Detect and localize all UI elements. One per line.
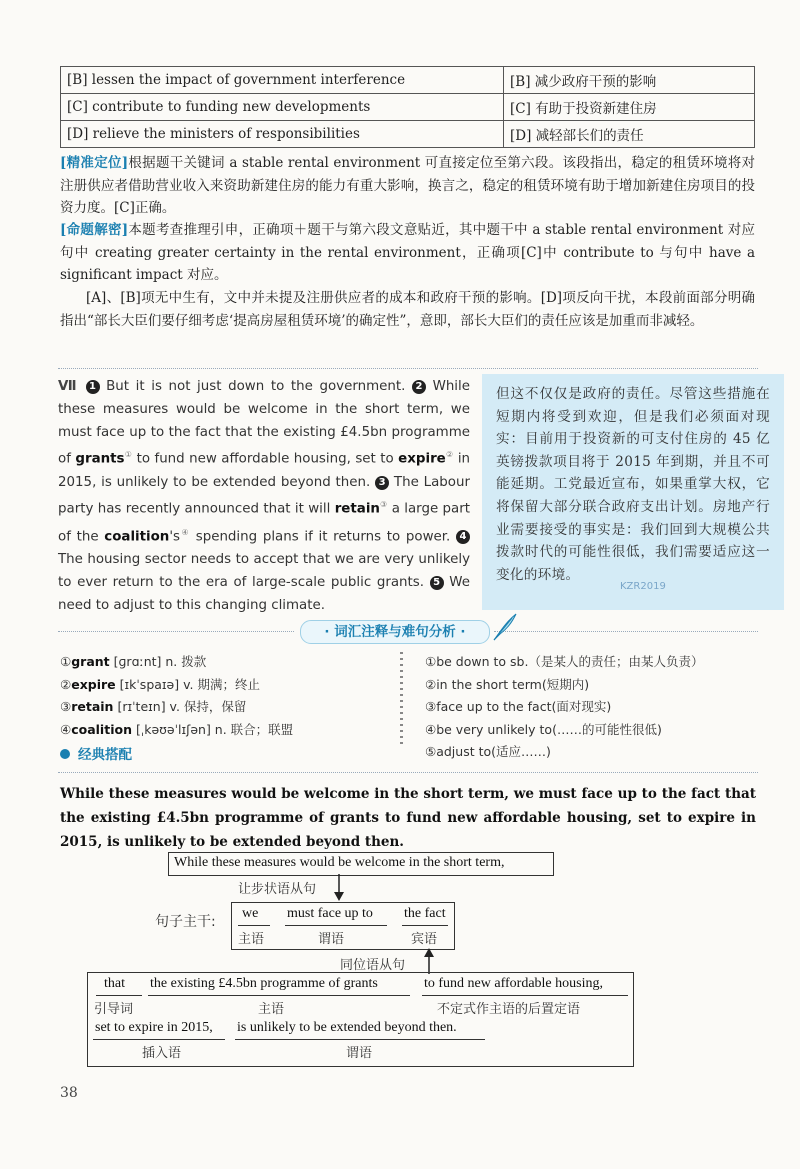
vocab-num: ③ xyxy=(60,699,72,714)
paragraph-numeral: Ⅶ xyxy=(58,379,79,394)
underline xyxy=(235,1039,485,1040)
clause-predicate: is unlikely to be extended beyond then. xyxy=(237,1020,457,1035)
translation-box xyxy=(482,374,784,610)
vocab-item xyxy=(60,651,390,674)
parenthetical-label: 插入语 xyxy=(142,1046,182,1061)
infinitive-phrase: to fund new affordable housing, xyxy=(424,976,603,991)
phrase-item: ②in the short term(短期内) xyxy=(425,676,590,692)
vocab-headword: grant xyxy=(71,654,110,669)
sentence-text: in 2015, is unlikely to be extended beyond then. xyxy=(58,451,471,490)
sentence-text: spending plans if it returns to power. xyxy=(195,529,451,545)
option-row xyxy=(61,67,755,94)
passage-paragraph xyxy=(58,376,470,617)
sentence-text: The Labour party has recently announced that it will xyxy=(58,474,470,517)
predicate-label: 谓语 xyxy=(318,932,345,947)
option-en: [D] relieve the ministers of responsibilities xyxy=(61,121,504,148)
sentence-number: 5 xyxy=(430,576,444,590)
subject: we xyxy=(242,906,259,921)
vocab-headword: coalition xyxy=(71,721,132,737)
underline xyxy=(285,925,387,926)
underline xyxy=(402,925,448,926)
footnote-mark: ① xyxy=(124,450,133,460)
analysis-text: 本题考查推理引申，正确项＋题干与第六段文意贴近，其中题干中 a stable rental environment 对应句中 creating greater certainty in the rental environment，正确项[C]中 contribute to 与句中 have a significant impact 对应。 xyxy=(60,222,755,283)
analysis-paragraph-1 xyxy=(60,152,755,220)
clause-predicate-label: 谓语 xyxy=(346,1046,373,1061)
divider xyxy=(58,772,758,773)
connector: that xyxy=(104,976,125,991)
vocab-definition: [ˌkəʊəˈlɪʃən] n. 联合；联盟 xyxy=(131,721,294,737)
underline xyxy=(148,995,410,996)
arrow-up-icon xyxy=(423,948,435,974)
appositive-label: 同位语从句 xyxy=(340,958,406,973)
adverbial-clause: While these measures would be welcome in the short term, xyxy=(174,855,505,870)
analysis-paragraph-2 xyxy=(60,219,755,287)
vocab-item xyxy=(60,719,390,742)
footnote-mark: ④ xyxy=(180,527,191,537)
sentence-text: But it is not just down to the government. xyxy=(106,379,406,394)
translation-text: 但这不仅仅是政府的责任。尽管这些措施在短期内将受到欢迎，但是我们必须面对现实：目前用于投资新的可支付住房的 45 亿英镑拨款项目将于 2015 年到期，并且不可能延期。工党最近宣布，如果重掌大权，它将保留大部分联合政府支出计划。房地产行业需要接受的事实是：我们回到大规模公共拨款时代的可能性很低，我们需要适应这一变化的环境。 xyxy=(496,386,770,583)
option-cn: [C] 有助于投资新建住房 xyxy=(504,94,755,121)
clause-label: 让步状语从句 xyxy=(238,882,317,897)
sentence-text: a large part of the xyxy=(58,501,470,545)
sentence-text: 's xyxy=(169,529,181,545)
analysis-label: [命题解密] xyxy=(60,222,129,238)
vocab-headword: expire xyxy=(71,676,116,692)
option-en: [C] contribute to funding new developments xyxy=(61,94,504,121)
main-structure-label: 句子主干: xyxy=(155,914,216,930)
vocab-heading: · 词汇注释与难句分析 · xyxy=(300,620,490,644)
option-row xyxy=(61,94,755,121)
vocab-item xyxy=(60,674,390,697)
divider xyxy=(58,368,758,369)
divider xyxy=(494,631,758,632)
vocab-num: ① xyxy=(60,654,72,669)
vocab-headword: retain xyxy=(71,699,114,714)
object: the fact xyxy=(404,906,446,921)
vocab-word: retain xyxy=(334,501,380,517)
subject-label: 主语 xyxy=(238,932,265,947)
page-number: 38 xyxy=(60,1085,78,1101)
connector-label: 引导词 xyxy=(94,1002,134,1017)
options-table xyxy=(60,66,755,148)
underline xyxy=(238,925,270,926)
classic-collocation-heading xyxy=(60,743,132,763)
vocab-definition: [ɪkˈspaɪə] v. 期满；终止 xyxy=(115,676,260,692)
vocab-definition: [rɪˈteɪn] v. 保持，保留 xyxy=(113,699,247,714)
clause-subject: the existing £4.5bn programme of grants xyxy=(150,976,378,991)
parenthetical: set to expire in 2015, xyxy=(95,1020,213,1035)
spiral-divider xyxy=(400,652,403,747)
vocab-word: coalition xyxy=(104,529,170,545)
vocab-word: expire xyxy=(398,451,446,467)
key-sentence: While these measures would be welcome in the short term, we must face up to the fact that the existing £4.5bn programme of grants to fund new affordable housing, set to expire in 2015, is unlikely to be extended beyond then. xyxy=(60,786,756,850)
bullet-icon xyxy=(60,749,70,759)
vocab-definition: [ɡrɑːnt] n. 拨款 xyxy=(109,654,207,669)
divider xyxy=(58,631,294,632)
sentence-text: The housing sector needs to accept that we are very unlikely to ever return to the era of large-scale public grants. xyxy=(58,551,470,590)
phrase-item: ①be down to sb.（是某人的责任；由某人负责） xyxy=(425,654,704,669)
phrase-item: ④be very unlikely to(……的可能性很低) xyxy=(425,721,662,737)
analysis-text: 根据题干关键词 a stable rental environment 可直接定位至第六段。该段指出，稳定的租赁环境将对注册供应者借助营业收入来资助新建住房的能力有重大影响，换言之，稳定的租赁环境有助于增加新建住房项目的投资力度。[C]正确。 xyxy=(60,155,755,216)
underline xyxy=(93,1039,225,1040)
underline xyxy=(422,995,628,996)
option-cn: [D] 减轻部长们的责任 xyxy=(504,121,755,148)
phrase-item: ⑤adjust to(适应……) xyxy=(425,744,551,759)
infinitive-label: 不定式作主语的后置定语 xyxy=(437,1002,581,1017)
sentence-number: 1 xyxy=(86,380,100,394)
sentence-number: 4 xyxy=(456,530,470,544)
clause-subject-label: 主语 xyxy=(258,1002,285,1017)
sentence-number: 2 xyxy=(412,380,426,394)
vocab-num: ② xyxy=(60,676,72,692)
option-row xyxy=(61,121,755,148)
object-label: 宾语 xyxy=(411,932,438,947)
option-cn: [B] 减少政府干预的影响 xyxy=(504,67,755,94)
arrow-down-icon xyxy=(333,874,345,902)
classic-label: 经典搭配 xyxy=(78,747,132,763)
vocab-list-left xyxy=(60,651,390,741)
option-en: [B] lessen the impact of government interference xyxy=(61,67,504,94)
underline xyxy=(96,995,142,996)
phrase-item: ③face up to the fact(面对现实) xyxy=(425,699,612,714)
watermark: KZR2019 xyxy=(620,581,666,592)
vocab-word: grants xyxy=(75,451,125,467)
sentence-text: to fund new affordable housing, set to xyxy=(136,451,394,467)
predicate: must face up to xyxy=(287,906,373,921)
analysis-label: [精准定位] xyxy=(60,155,129,171)
sentence-text: We need to adjust to this changing climate. xyxy=(58,574,470,613)
feather-icon xyxy=(490,612,518,642)
footnote-mark: ③ xyxy=(379,500,388,510)
vocab-item xyxy=(60,696,390,719)
footnote-mark: ② xyxy=(445,450,454,460)
vocab-list-right xyxy=(425,651,760,764)
sentence-number: 3 xyxy=(375,476,389,490)
vocab-num: ④ xyxy=(60,721,72,737)
analysis-paragraph-3: [A]、[B]项无中生有，文中并未提及注册供应者的成本和政府干预的影响。[D]项反向干扰，本段前面部分明确指出“部长大臣们要仔细考虑‘提高房屋租赁环境’的确定性”，意即，部长大臣们的责任应该是加重而非减轻。 xyxy=(60,290,755,329)
sentence-text: While these measures would be welcome in the short term, we must face up to the fact that the existing £4.5bn programme of xyxy=(58,379,470,467)
